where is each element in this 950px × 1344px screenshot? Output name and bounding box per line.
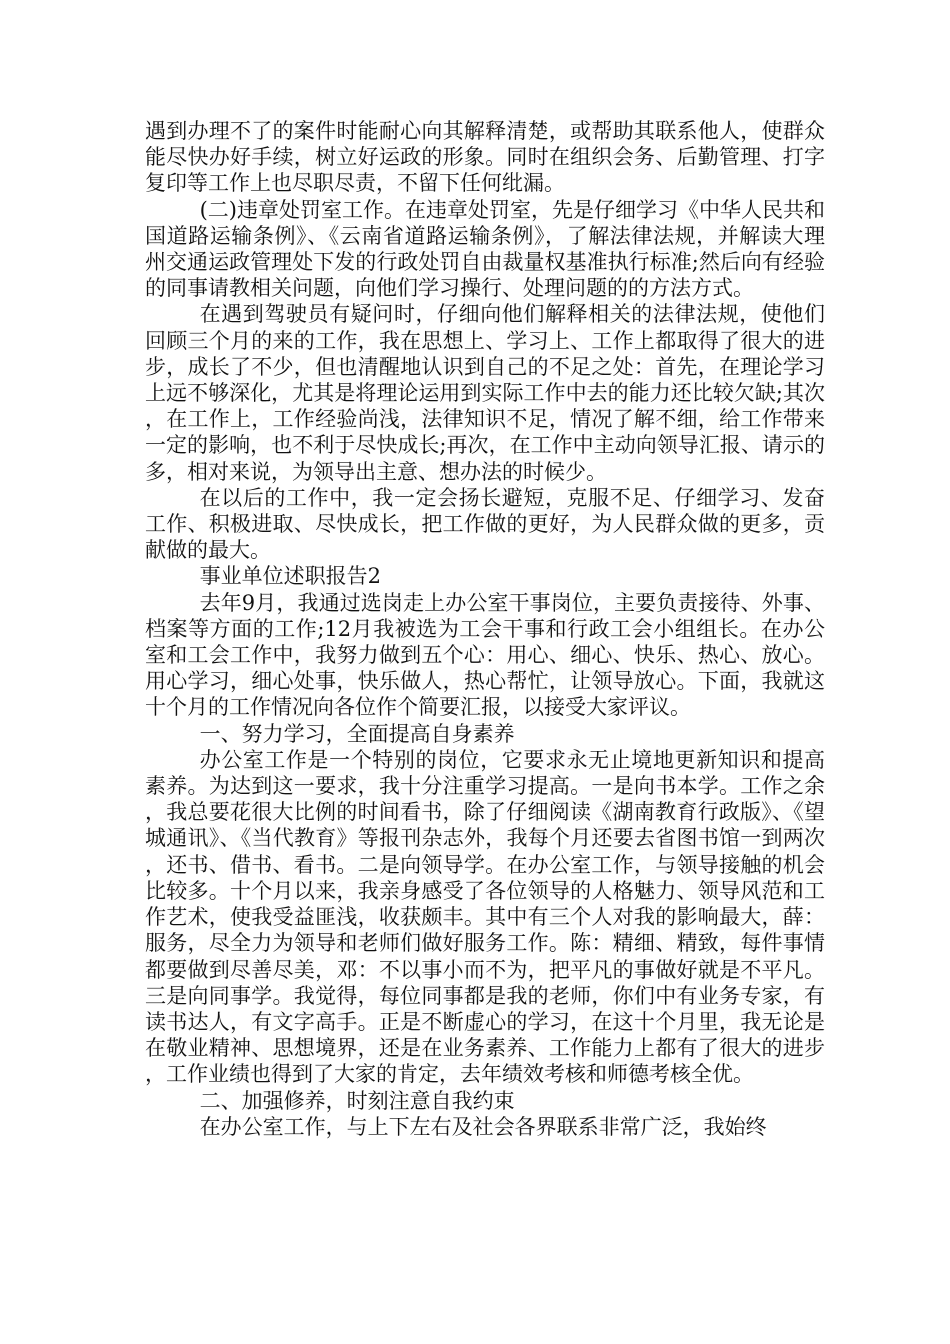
paragraph-3: 在遇到驾驶员有疑问时，仔细向他们解释相关的法律法规，使他们回顾三个月的来的工作，我在思想上、学习上、工作上都取得了很大的进步，成长了不少，但也清醒地认识到自己的不足之处：首先，在理论学习上远不够深化，尤其是将理论运用到实际工作中去的能力还比较欠缺;其次，在工作上，工作经验尚浅，法律知识不足，情况了解不细，给工作带来一定的影响，也不利于尽快成长;再次，在工作中主动向领导汇报、请示的多，相对来说，为领导出主意、想办法的时候少。 (145, 302, 825, 484)
paragraph-6: 去年9月，我通过选岗走上办公室干事岗位，主要负责接待、外事、档案等方面的工作;12月我被选为工会干事和行政工会小组组长。在办公室和工会工作中，我努力做到五个心：用心、细心、快乐、热心、放心。用心学习，细心处事，快乐做人，热心帮忙，让领导放心。下面，我就这十个月的工作情况向各位作个简要汇报，以接受大家评议。 (145, 590, 825, 720)
paragraph-10: 在办公室工作，与上下左右及社会各界联系非常广泛，我始终 (199, 1114, 767, 1139)
paragraph-4: 在以后的工作中，我一定会扬长避短，克服不足、仔细学习、发奋工作、积极进取、尽快成长，把工作做的更好，为人民群众做的更多，贡献做的最大。 (145, 485, 825, 563)
paragraph-2: (二)违章处罚室工作。在违章处罚室，先是仔细学习《中华人民共和国道路运输条例》、《云南省道路运输条例》，了解法律法规，并解读大理州交通运政管理处下发的行政处罚自由裁量权基准执行标准;然后向有经验的同事请教相关问题，向他们学习操行、处理问题的的方法方式。 (145, 197, 825, 301)
section-heading-report-2: 事业单位述职报告2 (199, 564, 381, 589)
subheading-2: 二、加强修养，时刻注意自我约束 (199, 1088, 515, 1113)
subheading-1: 一、努力学习，全面提高自身素养 (199, 721, 515, 746)
paragraph-1: 遇到办理不了的案件时能耐心向其解释清楚，或帮助其联系他人，使群众能尽快办好手续，树立好运政的形象。同时在组织会务、后勤管理、打字复印等工作上也尽职尽责，不留下任何纰漏。 (145, 119, 825, 196)
paragraph-8: 办公室工作是一个特别的岗位，它要求永无止境地更新知识和提高素养。为达到这一要求，我十分注重学习提高。一是向书本学。工作之余，我总要花很大比例的时间看书，除了仔细阅读《湖南教育行政版》、《望城通讯》、《当代教育》等报刊杂志外，我每个月还要去省图书馆一到两次，还书、借书、看书。二是向领导学。在办公室工作，与领导接触的机会比较多。十个月以来，我亲身感受了各位领导的人格魅力、领导风范和工作艺术，使我受益匪浅，收获颇丰。其中有三个人对我的影响最大，薛：服务，尽全力为领导和老师们做好服务工作。陈：精细、精致，每件事情都要做到尽善尽美，邓：不以事小而不为，把平凡的事做好就是不平凡。三是向同事学。我觉得，每位同事都是我的老师，你们中有业务专家，有读书达人，有文字高手。正是不断虚心的学习，在这十个月里，我无论是在敬业精神、思想境界，还是在业务素养、工作能力上都有了很大的进步，工作业绩也得到了大家的肯定，去年绩效考核和师德考核全优。 (145, 747, 825, 1087)
document-page (145, 118, 825, 1140)
